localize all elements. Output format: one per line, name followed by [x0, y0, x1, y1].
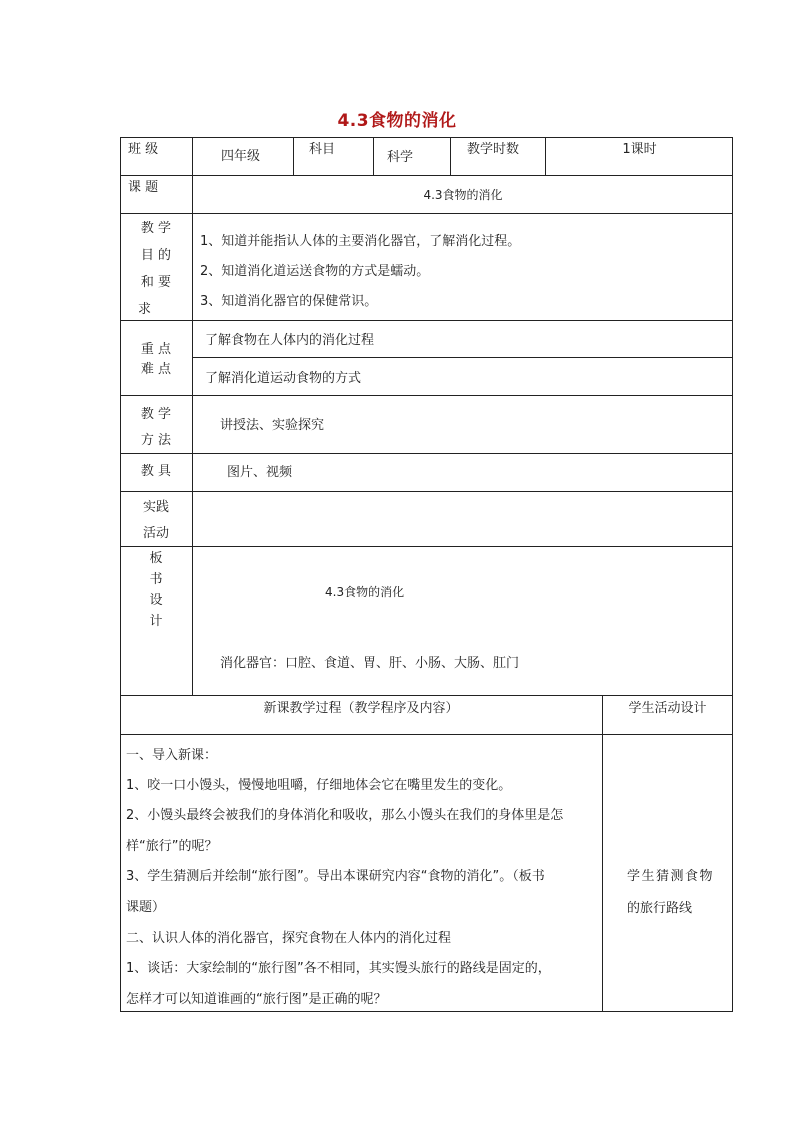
- process-line: 3、学生猜测后并绘制“旅行图”。导出本课研究内容“食物的消化”。（板书: [126, 869, 545, 884]
- process-line: 1、咬一口小馒头，慢慢地咀嚼，仔细地体会它在嘴里发生的变化。: [126, 778, 512, 793]
- objectives-label-3: 和 要: [140, 275, 172, 290]
- subject-value: 科学: [387, 150, 414, 165]
- subject-label: 科目: [309, 142, 336, 157]
- activity-header: 学生活动设计: [628, 701, 707, 716]
- topic-label: 课 题: [128, 180, 159, 195]
- objectives-label-1: 教 学: [140, 221, 172, 236]
- objective-item: 2、知道消化道运送食物的方式是蠕动。: [200, 264, 430, 279]
- objectives-label-4: 求: [138, 302, 152, 317]
- board-title: 4.3食物的消化: [325, 585, 405, 599]
- board-organs: 消化器官：口腔、食道、胃、肝、小肠、大肠、肛门: [220, 656, 520, 671]
- topic-value: 4.3食物的消化: [423, 188, 503, 202]
- lesson-plan-table: [120, 137, 733, 1012]
- hours-label: 教学时数: [467, 142, 520, 157]
- class-value: 四年级: [221, 149, 261, 164]
- key-points-label-1: 重 点: [140, 342, 172, 357]
- objective-item: 1、知道并能指认人体的主要消化器官，了解消化过程。: [200, 234, 521, 249]
- method-value: 讲授法、实验探究: [220, 418, 325, 433]
- process-header: 新课教学过程（教学程序及内容）: [263, 701, 459, 716]
- process-line: 样“旅行”的呢？: [126, 839, 218, 854]
- board-label-2: 书: [149, 572, 163, 587]
- practice-label-1: 实践: [142, 500, 169, 515]
- board-label-1: 板: [149, 551, 163, 566]
- process-line: 一、导入新课：: [126, 748, 218, 763]
- difficult-point-text: 了解消化道运动食物的方式: [205, 371, 362, 386]
- tools-value: 图片、视频: [227, 465, 293, 480]
- process-line: 课题）: [126, 900, 166, 915]
- class-label: 班 级: [128, 142, 159, 157]
- key-point-text: 了解食物在人体内的消化过程: [205, 333, 375, 348]
- activity-line: 学生猜测食物: [627, 869, 715, 884]
- practice-label-2: 活动: [142, 526, 169, 541]
- hours-value: 1课时: [622, 142, 657, 157]
- process-line: 怎样才可以知道谁画的“旅行图”是正确的呢？: [126, 992, 387, 1007]
- activity-line: 的旅行路线: [627, 901, 693, 916]
- process-line: 1、谈话：大家绘制的“旅行图”各不相同，其实馒头旅行的路线是固定的，: [126, 961, 551, 976]
- tools-label: 教 具: [140, 464, 172, 479]
- method-label-1: 教 学: [140, 407, 172, 422]
- page-title: 4.3食物的消化: [337, 111, 457, 131]
- key-points-label-2: 难 点: [140, 362, 172, 377]
- method-label-2: 方 法: [140, 433, 172, 448]
- objective-item: 3、知道消化器官的保健常识。: [200, 294, 378, 309]
- objectives-label-2: 目 的: [140, 248, 172, 263]
- process-line: 二、认识人体的消化器官，探究食物在人体内的消化过程: [126, 931, 452, 946]
- board-label-4: 计: [149, 614, 163, 629]
- board-label-3: 设: [149, 593, 163, 608]
- process-line: 2、小馒头最终会被我们的身体消化和吸收，那么小馒头在我们的身体里是怎: [126, 808, 564, 823]
